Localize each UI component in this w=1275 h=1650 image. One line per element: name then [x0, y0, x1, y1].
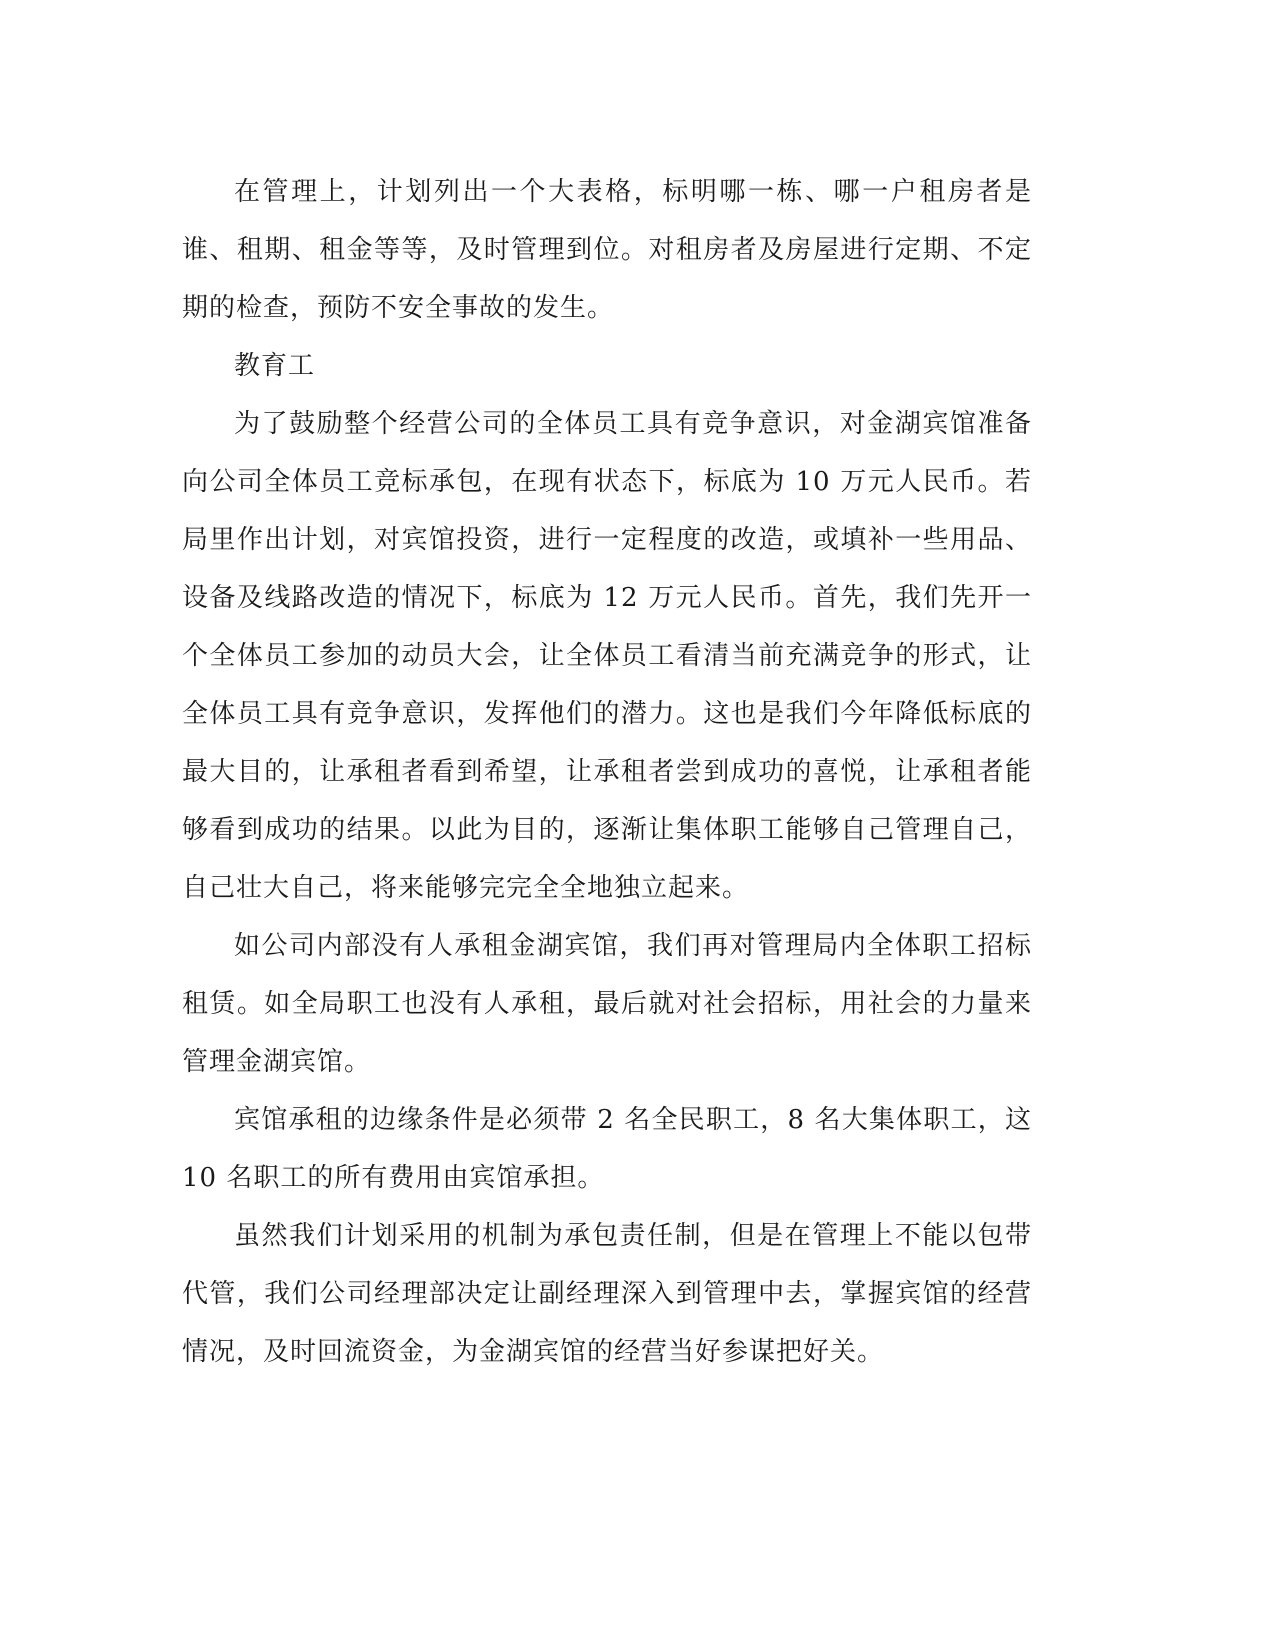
paragraph-bidding: 为了鼓励整个经营公司的全体员工具有竞争意识，对金湖宾馆准备向公司全体员工竞标承包，在现有状态下，标底为 10 万元人民币。若局里作出计划，对宾馆投资，进行一定程度的改造，或填补一些用品、设备及线路改造的情况下，标底为 12 万元人民币。首先，我们先开一个全体员工参加的动员大会，让全体员工看清当前充满竞争的形式，让全体员工具有竞争意识，发挥他们的潜力。这也是我们今年降低标底的最大目的，让承租者看到希望，让承租者尝到成功的喜悦，让承租者能够看到成功的结果。以此为目的，逐渐让集体职工能够自己管理自己，自己壮大自己，将来能够完完全全地独立起来。 [182, 409, 1032, 903]
document-body [182, 163, 1032, 1381]
paragraph-internal-tender: 如公司内部没有人承租金湖宾馆，我们再对管理局内全体职工招标租赁。如全局职工也没有人承租，最后就对社会招标，用社会的力量来管理金湖宾馆。 [182, 931, 1032, 1077]
paragraph-conditions: 宾馆承租的边缘条件是必须带 2 名全民职工，8 名大集体职工，这 10 名职工的所有费用由宾馆承担。 [182, 1105, 1032, 1193]
section-heading-education: 教育工 [234, 351, 316, 381]
paragraph-management: 在管理上，计划列出一个大表格，标明哪一栋、哪一户租房者是谁、租期、租金等等，及时管理到位。对租房者及房屋进行定期、不定期的检查，预防不安全事故的发生。 [182, 177, 1032, 323]
paragraph-contract-system: 虽然我们计划采用的机制为承包责任制，但是在管理上不能以包带代管，我们公司经理部决定让副经理深入到管理中去，掌握宾馆的经营情况，及时回流资金，为金湖宾馆的经营当好参谋把好关。 [182, 1221, 1032, 1367]
